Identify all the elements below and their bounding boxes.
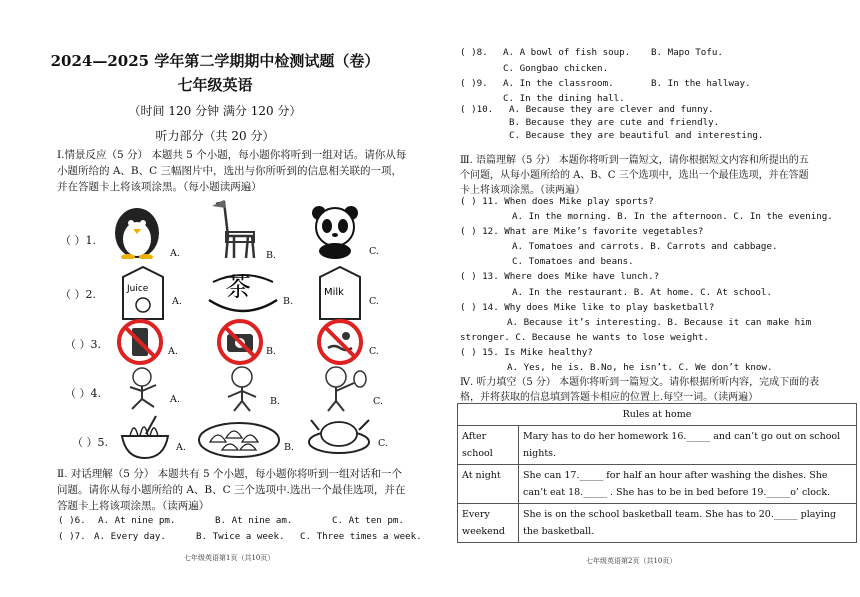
q8-option-b[interactable]: B. Mapo Tofu. [651,47,723,58]
q10-number: ( )10. [460,104,494,115]
part2-instructions: Ⅱ. 对话理解（5 分） 本题共有 5 个小题，每小题你将听到一组对话和一个问题。请你从每小题所给的 A、B、C 三个选项中.选出一个最佳选项，并在答题卡上将该项涂黑。（读两遍） [57,468,406,512]
q5-option-c: C. [378,438,388,449]
table-row [458,426,857,465]
right-footer: 七年级英语第2页（共10页） [586,557,677,565]
q14-option-c[interactable]: stronger. C. Because he wants to lose weight. [460,332,709,343]
q11-question: ( ) 11. When does Mike play sports? [460,196,654,207]
q14-options-ab[interactable]: A. Because it’s interesting. B. Because it can make him [507,317,812,328]
q10-option-c[interactable]: C. Because they are beautiful and interesting. [509,130,764,141]
q12-options-ab[interactable]: A. Tomatoes and carrots. B. Carrots and cabbage. [512,241,778,252]
row-text-every-weekend[interactable]: She is on the school basketball team. She has to 20._____ playing the basketball. [519,504,857,543]
girl-running-icon[interactable] [118,365,170,413]
q3-option-c: C. [369,346,379,357]
rules-table-header: Rules at home [458,404,857,426]
dumplings-icon[interactable] [196,416,282,460]
part3-instructions: Ⅲ. 语篇理解（5 分） 本题你将听到一篇短文，请你根据短文内容和所提出的五个问题，从每小题所给的 A、B、C 三个选项中，选出一个最佳选项，并在答题卡上将该项涂黑。（读两遍） [460,155,809,196]
q6-number: ( )6. [58,515,86,526]
q9-option-a[interactable]: A. In the classroom. [503,78,614,89]
q2-option-b: B. [283,296,294,307]
q15-question: ( ) 15. Is Mike healthy? [460,347,593,358]
part1-instructions: Ⅰ.情景反应（5 分） 本题共 5 个小题，每小题你将听到一组对话。请你从每小题所给的 A、B、C 三幅图片中，选出与你所听到的信息相关联的一项，并在答题卡上将该项涂黑。（每小题读两遍） [57,149,407,193]
chicken-icon[interactable] [305,412,377,458]
no-phone-icon[interactable] [116,318,164,366]
q13-question: ( ) 13. Where does Mike have lunch.? [460,271,660,282]
tea-icon[interactable] [203,262,283,318]
table-row [458,465,857,504]
row-text-after-school[interactable]: Mary has to do her homework 16._____ and can’t go out on school nights. [519,426,857,465]
q8-option-a[interactable]: A. A bowl of fish soup. [503,47,631,58]
q1-number: （ ）1. [60,234,96,247]
milk-box-icon[interactable] [314,263,366,321]
row-label-after-school: After school [458,426,519,465]
svg-text:Milk: Milk [324,287,344,298]
exam-title: 2024—2025 学年第二学期期中检测试题（卷） [50,52,380,70]
q2-number: （ ）2. [60,288,96,301]
exam-subject: 七年级英语 [177,76,253,94]
row-text-at-night[interactable]: She can 17._____ for half an hour after washing the dishes. She can’t eat 18._____ . She has to be in bed before 19._____o’ clock. [519,465,857,504]
q10-option-b[interactable]: B. Because they are cute and friendly. [509,117,720,128]
table-row [458,504,857,543]
q12-question: ( ) 12. What are Mike’s favorite vegetables? [460,226,704,237]
no-swimming-icon[interactable] [316,318,364,366]
q6-option-c[interactable]: C. At ten pm. [332,515,404,526]
q4-option-b: B. [270,396,281,407]
time-info: （时间 120 分钟 满分 120 分） [128,104,302,118]
right-page [430,0,860,597]
panda-icon[interactable] [305,203,365,259]
row-label-every-weekend: Every weekend [458,504,519,543]
juice-box-icon[interactable] [117,263,169,321]
q8-number: ( )8. [460,47,488,58]
q10-option-a[interactable]: A. Because they are clever and funny. [509,104,714,115]
q8-option-c[interactable]: C. Gongbao chicken. [503,63,609,74]
girl-dancing-icon[interactable] [216,363,268,413]
q5-option-b: B. [284,442,295,453]
q9-number: ( )9. [460,78,488,89]
q9-option-c[interactable]: C. In the dining hall. [503,93,625,104]
noodles-icon[interactable] [116,414,174,460]
svg-text:Juice: Juice [127,284,149,294]
q3-number: （ ）3. [65,338,101,351]
q5-number: （ ）5. [72,436,108,449]
q6-option-a[interactable]: A. At nine pm. [98,515,176,526]
q13-options[interactable]: A. In the restaurant. B. At home. C. At school. [512,287,772,298]
q4-number: （ ）4. [65,387,101,400]
q15-options[interactable]: A. Yes, he is. B.No, he isn’t. C. We don’t know. [507,362,773,373]
q4-option-a: A. [170,394,180,405]
q7-option-c[interactable]: C. Three times a week. [300,531,422,542]
q5-option-a: A. [176,442,186,453]
rules-table [457,403,857,543]
q1-option-c: C. [369,246,379,257]
q11-options[interactable]: A. In the morning. B. In the afternoon. C. In the evening. [512,211,833,222]
q12-option-c[interactable]: C. Tomatoes and beans. [512,256,634,267]
q2-option-a: A. [172,296,182,307]
q7-option-a[interactable]: A. Every day. [94,531,166,542]
q3-option-b: B. [266,346,277,357]
penguin-icon[interactable] [106,203,168,259]
q14-question: ( ) 14. Why does Mike like to play basketball? [460,302,715,313]
row-label-at-night: At night [458,465,519,504]
q7-number: ( )7. [58,531,86,542]
q7-option-b[interactable]: B. Twice a week. [196,531,285,542]
girl-badminton-icon[interactable] [314,363,370,413]
q1-option-b: B. [266,250,277,261]
section-heading: 听力部分（共 20 分） [155,129,275,143]
giraffe-icon[interactable] [206,196,262,262]
q9-option-b[interactable]: B. In the hallway. [651,78,751,89]
q4-option-c: C. [373,396,383,407]
part4-instructions: Ⅳ. 听力填空（5 分） 本题你将听到一篇短文。请你根据所听内容，完成下面的表格，并将获取的信息填到答题卡相应的位置上.每空一词。（读两遍） [460,377,820,403]
q6-option-b[interactable]: B. At nine am. [215,515,293,526]
no-camera-icon[interactable] [216,318,264,366]
q1-option-a: A. [170,248,180,259]
svg-text:茶: 茶 [225,273,252,303]
q3-option-a: A. [168,346,178,357]
left-footer: 七年级英语第1页（共10页） [184,554,275,562]
q2-option-c: C. [369,296,379,307]
